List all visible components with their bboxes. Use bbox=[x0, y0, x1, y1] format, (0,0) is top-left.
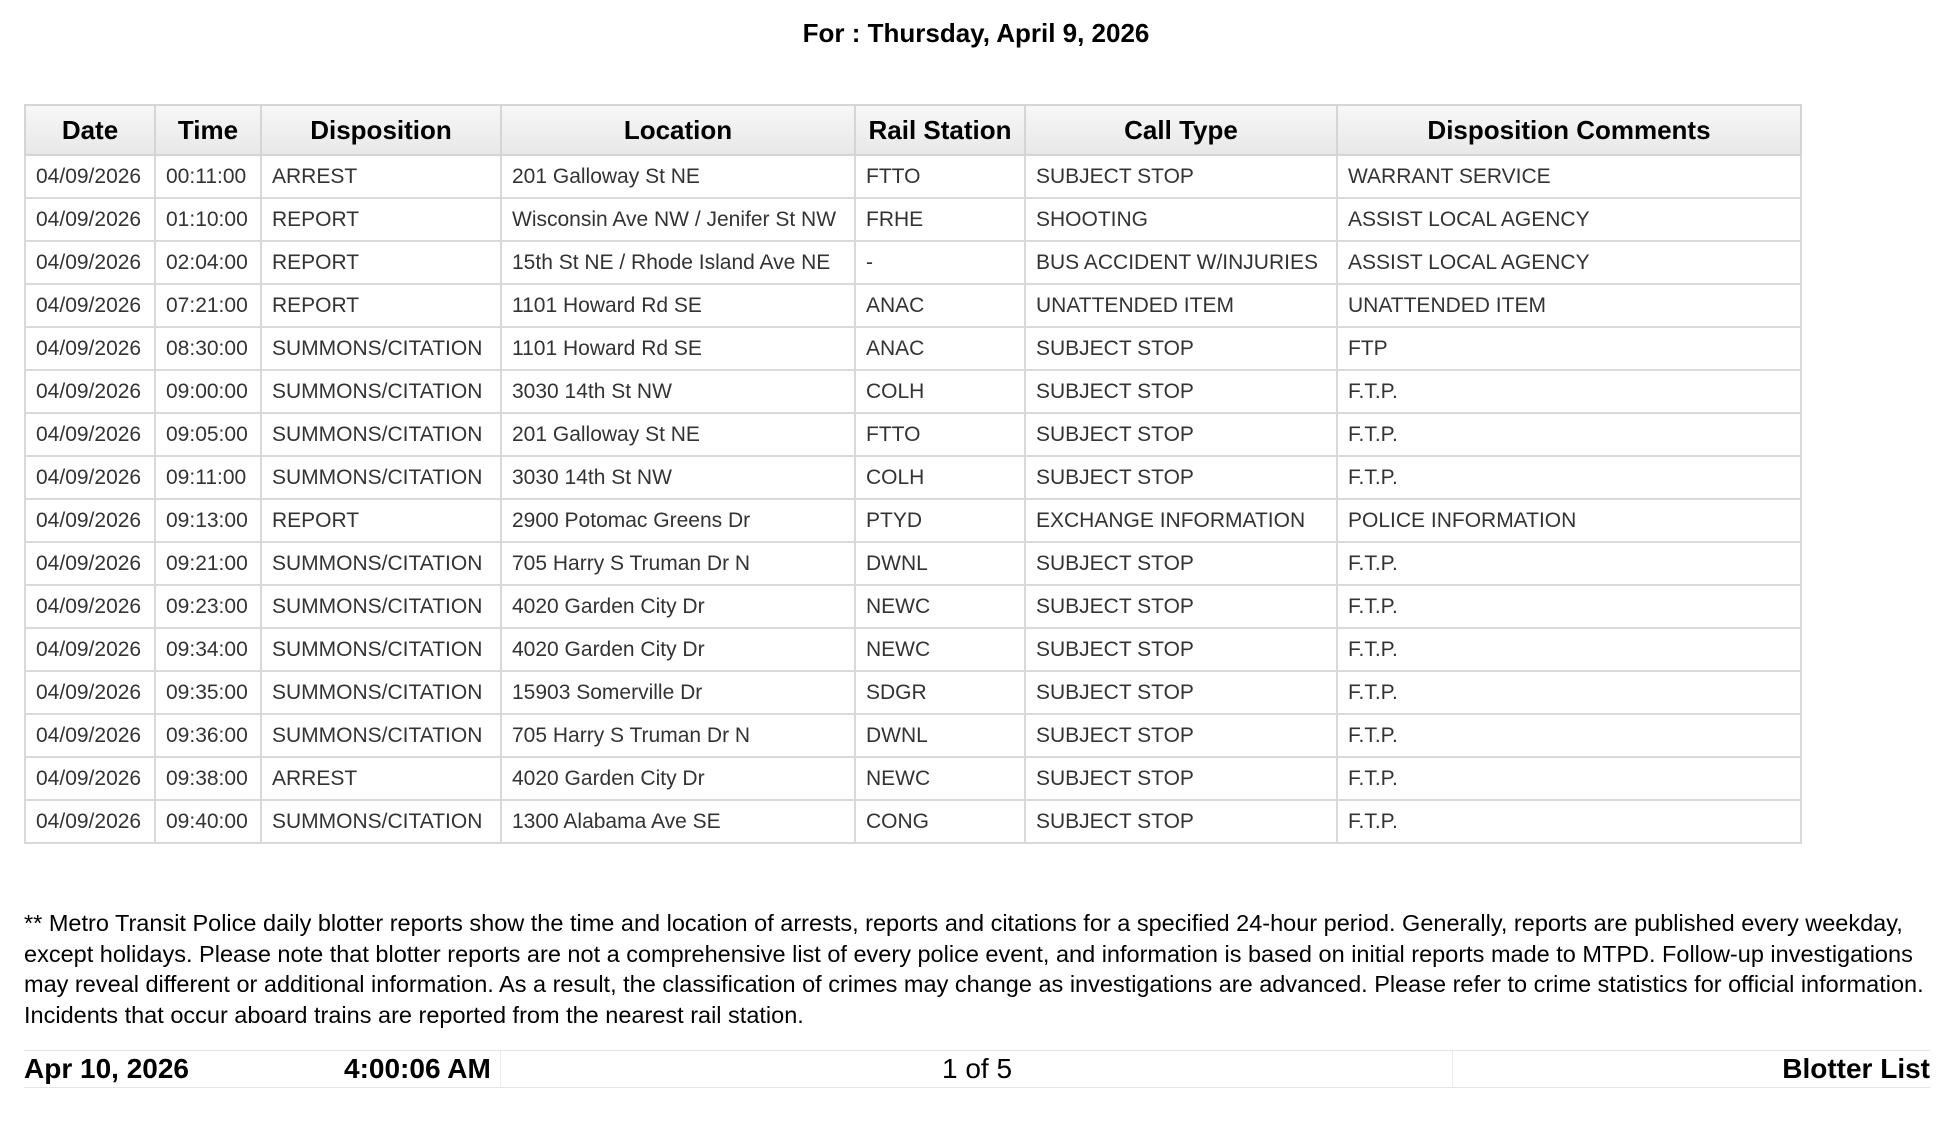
rail-station-cell: PTYD bbox=[855, 499, 1025, 542]
rail-station-cell: ANAC bbox=[855, 284, 1025, 327]
disposition-cell: SUMMONS/CITATION bbox=[261, 585, 501, 628]
date-cell: 04/09/2026 bbox=[25, 585, 155, 628]
call-type-cell: SUBJECT STOP bbox=[1025, 800, 1337, 843]
location-cell: 4020 Garden City Dr bbox=[501, 757, 855, 800]
call-type-cell: SUBJECT STOP bbox=[1025, 456, 1337, 499]
header-date: Thursday, April 9, 2026 bbox=[867, 18, 1150, 48]
blotter-table bbox=[24, 104, 1802, 844]
location-cell: 1300 Alabama Ave SE bbox=[501, 800, 855, 843]
disposition-cell: ARREST bbox=[261, 757, 501, 800]
call-type-cell: SUBJECT STOP bbox=[1025, 370, 1337, 413]
call-type-cell: SUBJECT STOP bbox=[1025, 628, 1337, 671]
disposition-cell: REPORT bbox=[261, 284, 501, 327]
table-row bbox=[25, 671, 1801, 714]
disposition-comments-cell: WARRANT SERVICE bbox=[1337, 155, 1801, 198]
call-type-cell: SHOOTING bbox=[1025, 198, 1337, 241]
date-cell: 04/09/2026 bbox=[25, 542, 155, 585]
rail-station-cell: FRHE bbox=[855, 198, 1025, 241]
disposition-comments-cell: F.T.P. bbox=[1337, 456, 1801, 499]
table-row bbox=[25, 714, 1801, 757]
disposition-cell: ARREST bbox=[261, 155, 501, 198]
location-cell: 1101 Howard Rd SE bbox=[501, 327, 855, 370]
disposition-cell: SUMMONS/CITATION bbox=[261, 370, 501, 413]
date-cell: 04/09/2026 bbox=[25, 456, 155, 499]
time-cell: 09:36:00 bbox=[155, 714, 261, 757]
call-type-cell: SUBJECT STOP bbox=[1025, 327, 1337, 370]
rail-station-cell: COLH bbox=[855, 370, 1025, 413]
table-row bbox=[25, 198, 1801, 241]
rail-station-cell: DWNL bbox=[855, 714, 1025, 757]
disposition-cell: REPORT bbox=[261, 499, 501, 542]
date-cell: 04/09/2026 bbox=[25, 198, 155, 241]
disposition-comments-cell: F.T.P. bbox=[1337, 714, 1801, 757]
disposition-cell: SUMMONS/CITATION bbox=[261, 628, 501, 671]
disposition-cell: SUMMONS/CITATION bbox=[261, 542, 501, 585]
rail-station-cell: NEWC bbox=[855, 585, 1025, 628]
rail-station-cell: DWNL bbox=[855, 542, 1025, 585]
header-prefix: For : bbox=[802, 18, 868, 48]
location-cell: 15th St NE / Rhode Island Ave NE bbox=[501, 241, 855, 284]
time-cell: 09:35:00 bbox=[155, 671, 261, 714]
disposition-comments-cell: F.T.P. bbox=[1337, 585, 1801, 628]
call-type-cell: EXCHANGE INFORMATION bbox=[1025, 499, 1337, 542]
disposition-comments-cell: UNATTENDED ITEM bbox=[1337, 284, 1801, 327]
location-cell: 15903 Somerville Dr bbox=[501, 671, 855, 714]
date-cell: 04/09/2026 bbox=[25, 241, 155, 284]
footer-page-number: 1 of 5 bbox=[941, 1053, 1013, 1084]
location-cell: 705 Harry S Truman Dr N bbox=[501, 542, 855, 585]
column-header-rail-station: Rail Station bbox=[855, 105, 1025, 155]
disposition-comments-cell: F.T.P. bbox=[1337, 800, 1801, 843]
call-type-cell: SUBJECT STOP bbox=[1025, 413, 1337, 456]
date-cell: 04/09/2026 bbox=[25, 800, 155, 843]
time-cell: 09:05:00 bbox=[155, 413, 261, 456]
date-cell: 04/09/2026 bbox=[25, 413, 155, 456]
header-row bbox=[25, 105, 1801, 155]
footer-divider bbox=[1452, 1051, 1453, 1087]
disposition-comments-cell: F.T.P. bbox=[1337, 757, 1801, 800]
table-row bbox=[25, 327, 1801, 370]
table-row bbox=[25, 413, 1801, 456]
location-cell: 3030 14th St NW bbox=[501, 456, 855, 499]
rail-station-cell: - bbox=[855, 241, 1025, 284]
disposition-cell: SUMMONS/CITATION bbox=[261, 413, 501, 456]
disposition-cell: SUMMONS/CITATION bbox=[261, 327, 501, 370]
call-type-cell: SUBJECT STOP bbox=[1025, 155, 1337, 198]
time-cell: 02:04:00 bbox=[155, 241, 261, 284]
date-cell: 04/09/2026 bbox=[25, 714, 155, 757]
disposition-comments-cell: ASSIST LOCAL AGENCY bbox=[1337, 241, 1801, 284]
disposition-comments-cell: ASSIST LOCAL AGENCY bbox=[1337, 198, 1801, 241]
time-cell: 09:23:00 bbox=[155, 585, 261, 628]
table-row bbox=[25, 284, 1801, 327]
footer-time: 4:00:06 AM bbox=[344, 1053, 491, 1084]
location-cell: 3030 14th St NW bbox=[501, 370, 855, 413]
call-type-cell: SUBJECT STOP bbox=[1025, 585, 1337, 628]
page-footer bbox=[24, 1050, 1930, 1088]
column-header-call-type: Call Type bbox=[1025, 105, 1337, 155]
table-row bbox=[25, 628, 1801, 671]
location-cell: 2900 Potomac Greens Dr bbox=[501, 499, 855, 542]
time-cell: 00:11:00 bbox=[155, 155, 261, 198]
disposition-comments-cell: POLICE INFORMATION bbox=[1337, 499, 1801, 542]
time-cell: 09:00:00 bbox=[155, 370, 261, 413]
table-row bbox=[25, 155, 1801, 198]
table-row bbox=[25, 456, 1801, 499]
call-type-cell: SUBJECT STOP bbox=[1025, 714, 1337, 757]
blotter-body bbox=[25, 155, 1801, 843]
table-row bbox=[25, 800, 1801, 843]
column-header-time: Time bbox=[155, 105, 261, 155]
date-cell: 04/09/2026 bbox=[25, 757, 155, 800]
call-type-cell: SUBJECT STOP bbox=[1025, 542, 1337, 585]
disposition-cell: SUMMONS/CITATION bbox=[261, 800, 501, 843]
date-cell: 04/09/2026 bbox=[25, 155, 155, 198]
disposition-cell: REPORT bbox=[261, 241, 501, 284]
time-cell: 01:10:00 bbox=[155, 198, 261, 241]
rail-station-cell: COLH bbox=[855, 456, 1025, 499]
call-type-cell: UNATTENDED ITEM bbox=[1025, 284, 1337, 327]
date-cell: 04/09/2026 bbox=[25, 628, 155, 671]
table-row bbox=[25, 241, 1801, 284]
location-cell: Wisconsin Ave NW / Jenifer St NW bbox=[501, 198, 855, 241]
date-cell: 04/09/2026 bbox=[25, 499, 155, 542]
rail-station-cell: FTTO bbox=[855, 413, 1025, 456]
disposition-comments-cell: F.T.P. bbox=[1337, 413, 1801, 456]
time-cell: 09:38:00 bbox=[155, 757, 261, 800]
disposition-comments-cell: F.T.P. bbox=[1337, 628, 1801, 671]
column-header-location: Location bbox=[501, 105, 855, 155]
rail-station-cell: ANAC bbox=[855, 327, 1025, 370]
time-cell: 08:30:00 bbox=[155, 327, 261, 370]
rail-station-cell: NEWC bbox=[855, 628, 1025, 671]
report-header bbox=[0, 18, 1952, 49]
date-cell: 04/09/2026 bbox=[25, 327, 155, 370]
disposition-cell: SUMMONS/CITATION bbox=[261, 714, 501, 757]
time-cell: 09:40:00 bbox=[155, 800, 261, 843]
disposition-comments-cell: F.T.P. bbox=[1337, 671, 1801, 714]
table-row bbox=[25, 542, 1801, 585]
time-cell: 09:21:00 bbox=[155, 542, 261, 585]
rail-station-cell: NEWC bbox=[855, 757, 1025, 800]
disclaimer-note: ** Metro Transit Police daily blotter reports show the time and location of arrests, reports and citations for a specified 24-hour period. Generally, reports are published every weekday, except holidays. Please note that blotter reports are not a comprehensive list of every police event, and information is based on initial reports made to MTPD. Follow-up investigations may reveal different or additional information. As a result, the classification of crimes may change as investigations are advanced. Please refer to crime statistics for official information. Incidents that occur aboard trains are reported from the nearest rail station. bbox=[24, 910, 1924, 1028]
location-cell: 201 Galloway St NE bbox=[501, 413, 855, 456]
location-cell: 4020 Garden City Dr bbox=[501, 585, 855, 628]
call-type-cell: SUBJECT STOP bbox=[1025, 757, 1337, 800]
disposition-cell: REPORT bbox=[261, 198, 501, 241]
time-cell: 09:34:00 bbox=[155, 628, 261, 671]
location-cell: 4020 Garden City Dr bbox=[501, 628, 855, 671]
rail-station-cell: FTTO bbox=[855, 155, 1025, 198]
disposition-cell: SUMMONS/CITATION bbox=[261, 671, 501, 714]
date-cell: 04/09/2026 bbox=[25, 671, 155, 714]
column-header-disposition-comments: Disposition Comments bbox=[1337, 105, 1801, 155]
table-row bbox=[25, 370, 1801, 413]
time-cell: 09:13:00 bbox=[155, 499, 261, 542]
date-cell: 04/09/2026 bbox=[25, 284, 155, 327]
disposition-cell: SUMMONS/CITATION bbox=[261, 456, 501, 499]
table-row bbox=[25, 499, 1801, 542]
call-type-cell: BUS ACCIDENT W/INJURIES bbox=[1025, 241, 1337, 284]
rail-station-cell: CONG bbox=[855, 800, 1025, 843]
footer-report-title: Blotter List bbox=[1782, 1053, 1930, 1084]
table-row bbox=[25, 585, 1801, 628]
disposition-comments-cell: F.T.P. bbox=[1337, 542, 1801, 585]
column-header-disposition: Disposition bbox=[261, 105, 501, 155]
call-type-cell: SUBJECT STOP bbox=[1025, 671, 1337, 714]
date-cell: 04/09/2026 bbox=[25, 370, 155, 413]
time-cell: 07:21:00 bbox=[155, 284, 261, 327]
time-cell: 09:11:00 bbox=[155, 456, 261, 499]
disposition-comments-cell: F.T.P. bbox=[1337, 370, 1801, 413]
rail-station-cell: SDGR bbox=[855, 671, 1025, 714]
location-cell: 705 Harry S Truman Dr N bbox=[501, 714, 855, 757]
location-cell: 1101 Howard Rd SE bbox=[501, 284, 855, 327]
location-cell: 201 Galloway St NE bbox=[501, 155, 855, 198]
footer-date: Apr 10, 2026 bbox=[24, 1053, 189, 1084]
table-row bbox=[25, 757, 1801, 800]
column-header-date: Date bbox=[25, 105, 155, 155]
disposition-comments-cell: FTP bbox=[1337, 327, 1801, 370]
